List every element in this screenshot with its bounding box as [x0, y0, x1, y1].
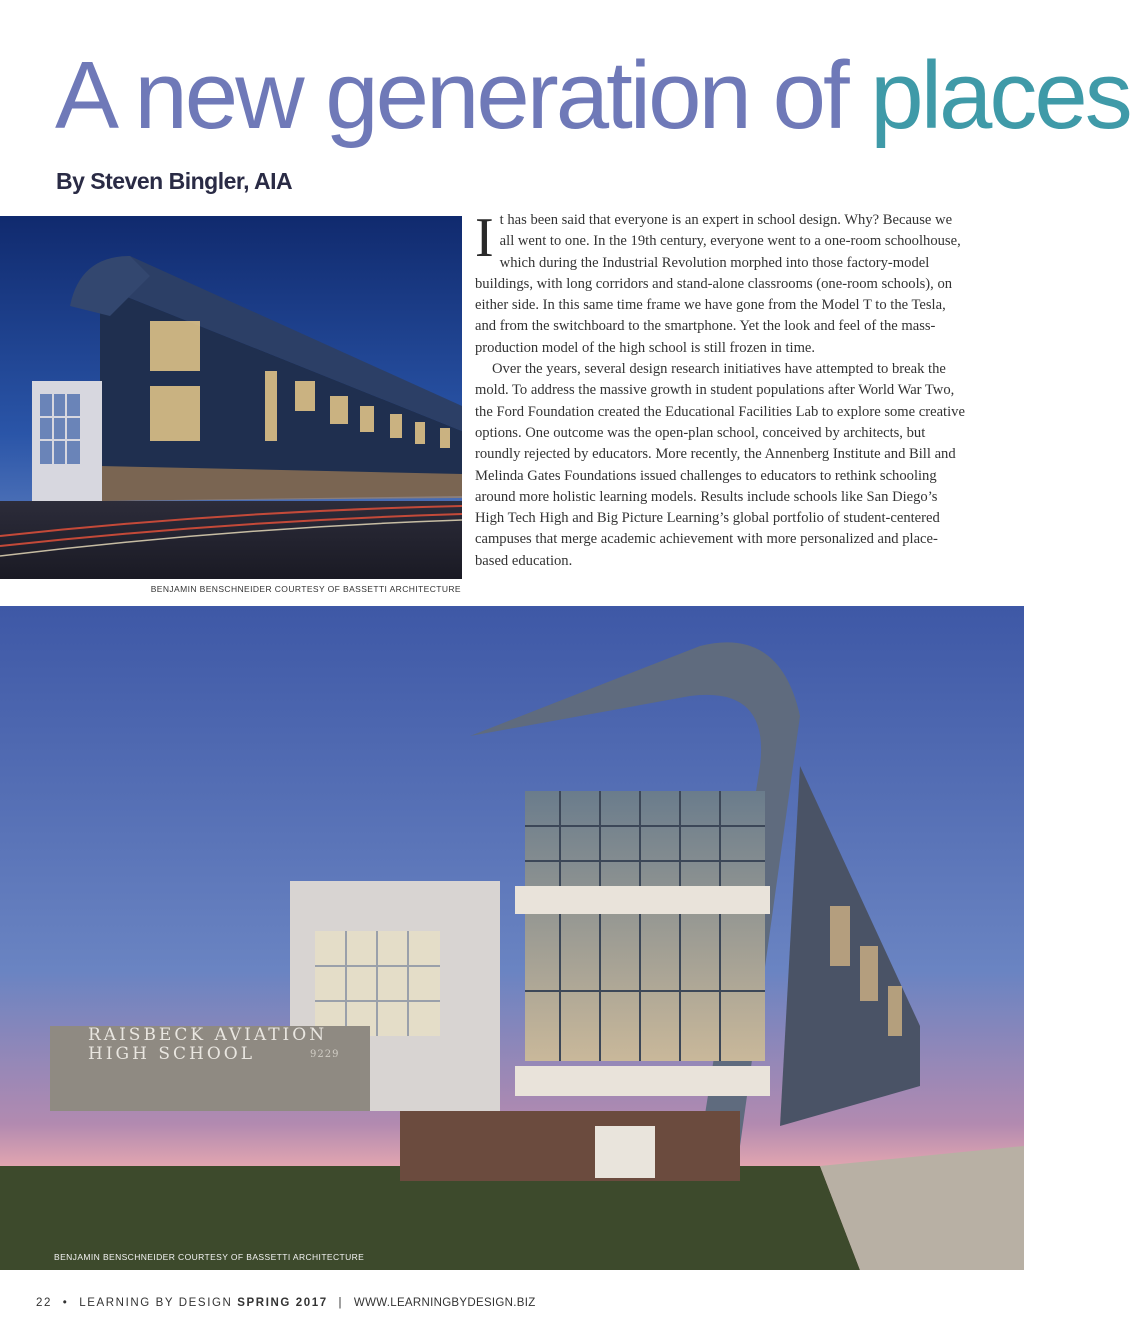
school-sign — [88, 1025, 340, 1064]
magazine-name: LEARNING BY DESIGN — [79, 1297, 233, 1309]
drop-cap: I — [475, 207, 494, 269]
issue-label: SPRING 2017 — [237, 1297, 328, 1309]
sign-number: 9229 — [310, 1049, 340, 1060]
article-body — [475, 207, 965, 572]
sign-line-2: HIGH SCHOOL — [88, 1043, 255, 1064]
sign-line-1: RAISBECK AVIATION — [88, 1025, 328, 1045]
page-number: 22 — [36, 1297, 52, 1309]
website-link[interactable]: WWW.LEARNINGBYDESIGN.BIZ — [353, 1297, 536, 1309]
title-main: A new generation of — [55, 42, 871, 149]
building-photo-large — [0, 606, 1024, 1270]
article-title — [55, 42, 1130, 149]
building-illustration-small — [0, 216, 462, 579]
page-footer — [36, 1297, 536, 1309]
byline: By Steven Bingler, AIA — [56, 168, 293, 194]
paragraph-1-text: t has been said that everyone is an expert in school design. Why? Because we all went to one. In the 19th century, everyone went to a one-room schoolhouse, which during the Industrial Revolution morphed into those factory-model buildings, with long corridors and stand-alone classrooms (one-room schools), on either side. In this same time frame we have gone from the Model T to the Tesla, and from the switchboard to the smartphone. Yet the look and feel of the mass-production model of the high school is still frozen in time. — [475, 212, 961, 356]
photo-credit-large: BENJAMIN BENSCHNEIDER COURTESY OF BASSETTI ARCHITECTURE — [54, 1252, 365, 1262]
building-illustration-large — [0, 606, 1024, 1270]
paragraph-1 — [475, 207, 965, 359]
footer-bullet: • — [62, 1297, 69, 1309]
photo-credit-small: BENJAMIN BENSCHNEIDER COURTESY OF BASSETTI ARCHITECTURE — [150, 584, 461, 594]
title-accent: places — [870, 42, 1130, 149]
footer-divider: | — [338, 1297, 344, 1309]
paragraph-2: Over the years, several design research initiatives have attempted to break the mold. To address the massive growth in student populations after World War Two, the Ford Foundation created the Educational Facilities Lab to explore some creative options. One outcome was the open-plan school, conceived by architects, but roundly rejected by educators. More recently, the Annenberg Institute and Bill and Melinda Gates Foundations issued challenges to educators to rethink schooling around more holistic learning models. Results include schools like San Diego’s High Tech High and Big Picture Learning’s global portfolio of student-centered campuses that merge academic achievement with more personalized and place-based education. — [475, 361, 965, 569]
building-photo-small — [0, 216, 462, 579]
